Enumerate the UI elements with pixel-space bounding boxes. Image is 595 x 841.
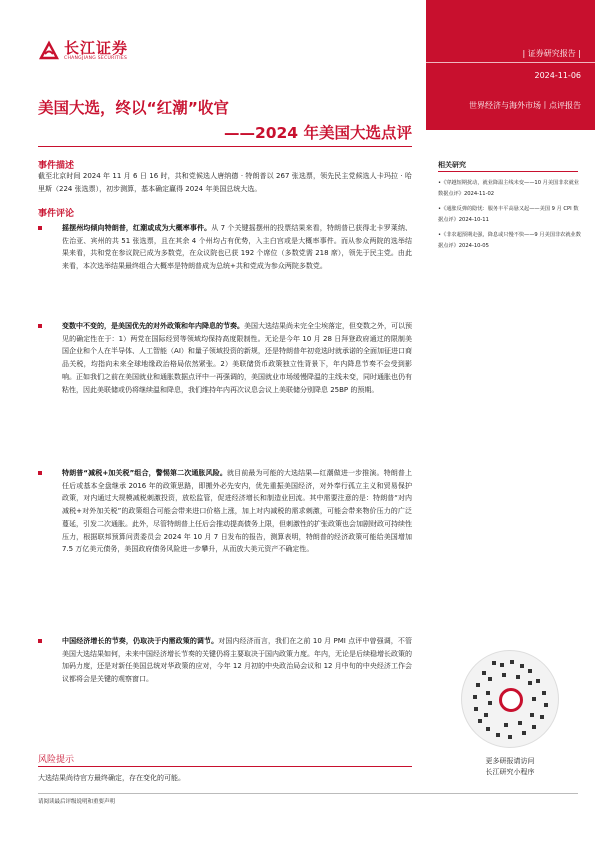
- footer-note[interactable]: 请阅读最后评级说明和重要声明: [38, 799, 116, 805]
- bullet-lead: 变数中不变的，是美国优先的对外政策和年内降息的节奏。: [62, 322, 244, 330]
- logo-name: 长江证券: [64, 39, 129, 57]
- related-research-item[interactable]: •《穿越短期扰动，就业降温主线未变——10 月美国非农就业数据点评》2024-11-02: [438, 180, 579, 197]
- risk-heading: 风险提示: [38, 755, 75, 765]
- qr-center-logo-icon: [499, 688, 523, 712]
- logo-english: CHANGJIANG SECURITIES: [64, 56, 128, 61]
- header-panel: [426, 0, 595, 130]
- related-research-item[interactable]: •《非农超预期走强，降息或只慢不快——9 月美国非农就业数据点评》2024-10-05: [438, 232, 581, 249]
- report-date: 2024-11-06: [534, 71, 581, 80]
- bullet-body: 从 7 个关键摇摆州的投票结果来看，特朗普已获得北卡罗莱纳、佐治亚、宾州的共 51 张选票，且在其余 4 个州均占有优势，入主白宫或是大概率事件。而从参众两院的选举结果来看，共和党在参议院已成为多数党，在众议院也已获 192 个席位（多数党需 218 席），领先于民主党。由此来看，本次选举结果最终组合大概率是特朗普成为总统+共和党成为参众两院多数党。: [62, 224, 413, 271]
- bullet-text: [62, 222, 412, 273]
- bullet-text: [62, 320, 412, 396]
- event-comment-heading: 事件评论: [38, 209, 75, 219]
- bullet-lead: 特朗普“减税+加关税”组合，警惕第二次通胀风险。: [62, 469, 227, 477]
- report-type: | 证券研究报告 |: [522, 49, 581, 58]
- bullet-marker: [38, 324, 42, 328]
- report-category: 世界经济与海外市场丨点评报告: [469, 101, 581, 110]
- bullet-marker: [38, 639, 42, 643]
- bullet-text: [62, 635, 412, 686]
- bullet-marker: [38, 471, 42, 475]
- bullet-marker: [38, 226, 42, 230]
- related-research-list: [438, 178, 583, 256]
- bullet-body: 美国大选结果尚未完全尘埃落定，但变数之外，可以预见的确定性在于：1）两党在国际经贸等领域均保持高度限制性。无论是今年 10 月 28 日拜登政府通过的限制美国企业和个人在半导体、人工智能（AI）和量子领域投资的新规，还是特朗普年初竞选时就承诺的全面加征进口商品关税，均指向未来全球地缘政治格局依然紧张。2）美联储货币政策独立性背景下，年内降息节奏不会受到影响。正如我们之前在美国就业和通胀数据点评中一再强调的，美国就业市场缓慢降温的主线未变，同时通胀也仍有粘性，因此美联储或仍将继续温和降息，我们维持年内再次议息会议上美联储分别降息 25BP 的预期。: [62, 322, 412, 394]
- report-title: 美国大选，终以“红潮”收官: [38, 99, 229, 117]
- title-divider: [38, 146, 412, 147]
- qr-caption-line1: 更多研报请访问: [485, 757, 535, 765]
- risk-divider: [38, 766, 412, 767]
- header-divider: [426, 62, 595, 63]
- bullet-text: [62, 467, 412, 556]
- qr-caption-line2: 长江研究小程序: [485, 768, 535, 776]
- related-research-heading: 相关研究: [438, 161, 466, 169]
- related-research-divider: [438, 171, 578, 172]
- event-description-heading: 事件描述: [38, 161, 75, 171]
- footer-divider: [38, 793, 578, 794]
- risk-text: 大选结果尚待官方最终确定，存在变化的可能。: [38, 774, 185, 782]
- bullet-lead: 摇摆州均倾向特朗普，红潮或成为大概率事件。: [62, 224, 212, 232]
- related-research-item[interactable]: •《通胀反弹的隐忧：服务丰平高悬又起——美国 9 月 CPI 数据点评》2024-10-11: [438, 206, 579, 223]
- company-logo: [38, 40, 128, 64]
- report-subtitle: ——2024 年美国大选点评: [223, 124, 412, 142]
- mini-program-qr-code[interactable]: [461, 650, 559, 748]
- bullet-body: 就目前最为可能的大选结果—红潮做进一步推演。特朗普上任后或基本全盘继承 2016 年的政策思路，即搬外必先安内，优先重振美国经济，对外奉行孤立主义和贸易保护政策，对内通过大规模减税刺激投资，放松监管，促进经济增长和制造业回流。其中需要注意的是：特朗普“对内减税+对外加关税”的政策组合可能会带来进口价格上涨，加上对内减税的需求刺激，可能会带来物价压力的广泛蔓延，引发二次通胀。此外，尽管特朗普上任后会推动提高债务上限，但刺激性的扩张政策也会加剧财政可持续性压力，根据联邦预算问责委员会 2024 年 10 月 7 日发布的报告，测算表明，特朗普的经济政策可能给美国增加 7.5 万亿美元债务，美国政府债务风险进一步攀升，从而放大美元资产不确定性。: [62, 469, 412, 554]
- bullet-body: 对国内经济而言，我们在之前 10 月 PMI 点评中曾强调，不管美国大选结果如何，未来中国经济增长节奏的关键仍将主要取决于国内政策力度。年内，无论是后续稳增长政策的加码力度，还是对新任美国总统对华政策的应对，今年 12 月初的中央政治局会议和 12 月中旬的中央经济工作会议都将会是关键的观察窗口。: [62, 637, 412, 684]
- bullet-lead: 中国经济增长的节奏，仍取决于内需政策的调节。: [62, 637, 219, 645]
- event-description-text: 截至北京时间 2024 年 11 月 6 日 16 时，共和党候选人唐纳德 · 特朗普以 267 张选票，领先民主党候选人卡玛拉 · 哈里斯（224 张选票），初步测算，基本确定赢得 2024 年美国总统大选。: [38, 172, 412, 193]
- logo-mark-icon: [38, 40, 60, 62]
